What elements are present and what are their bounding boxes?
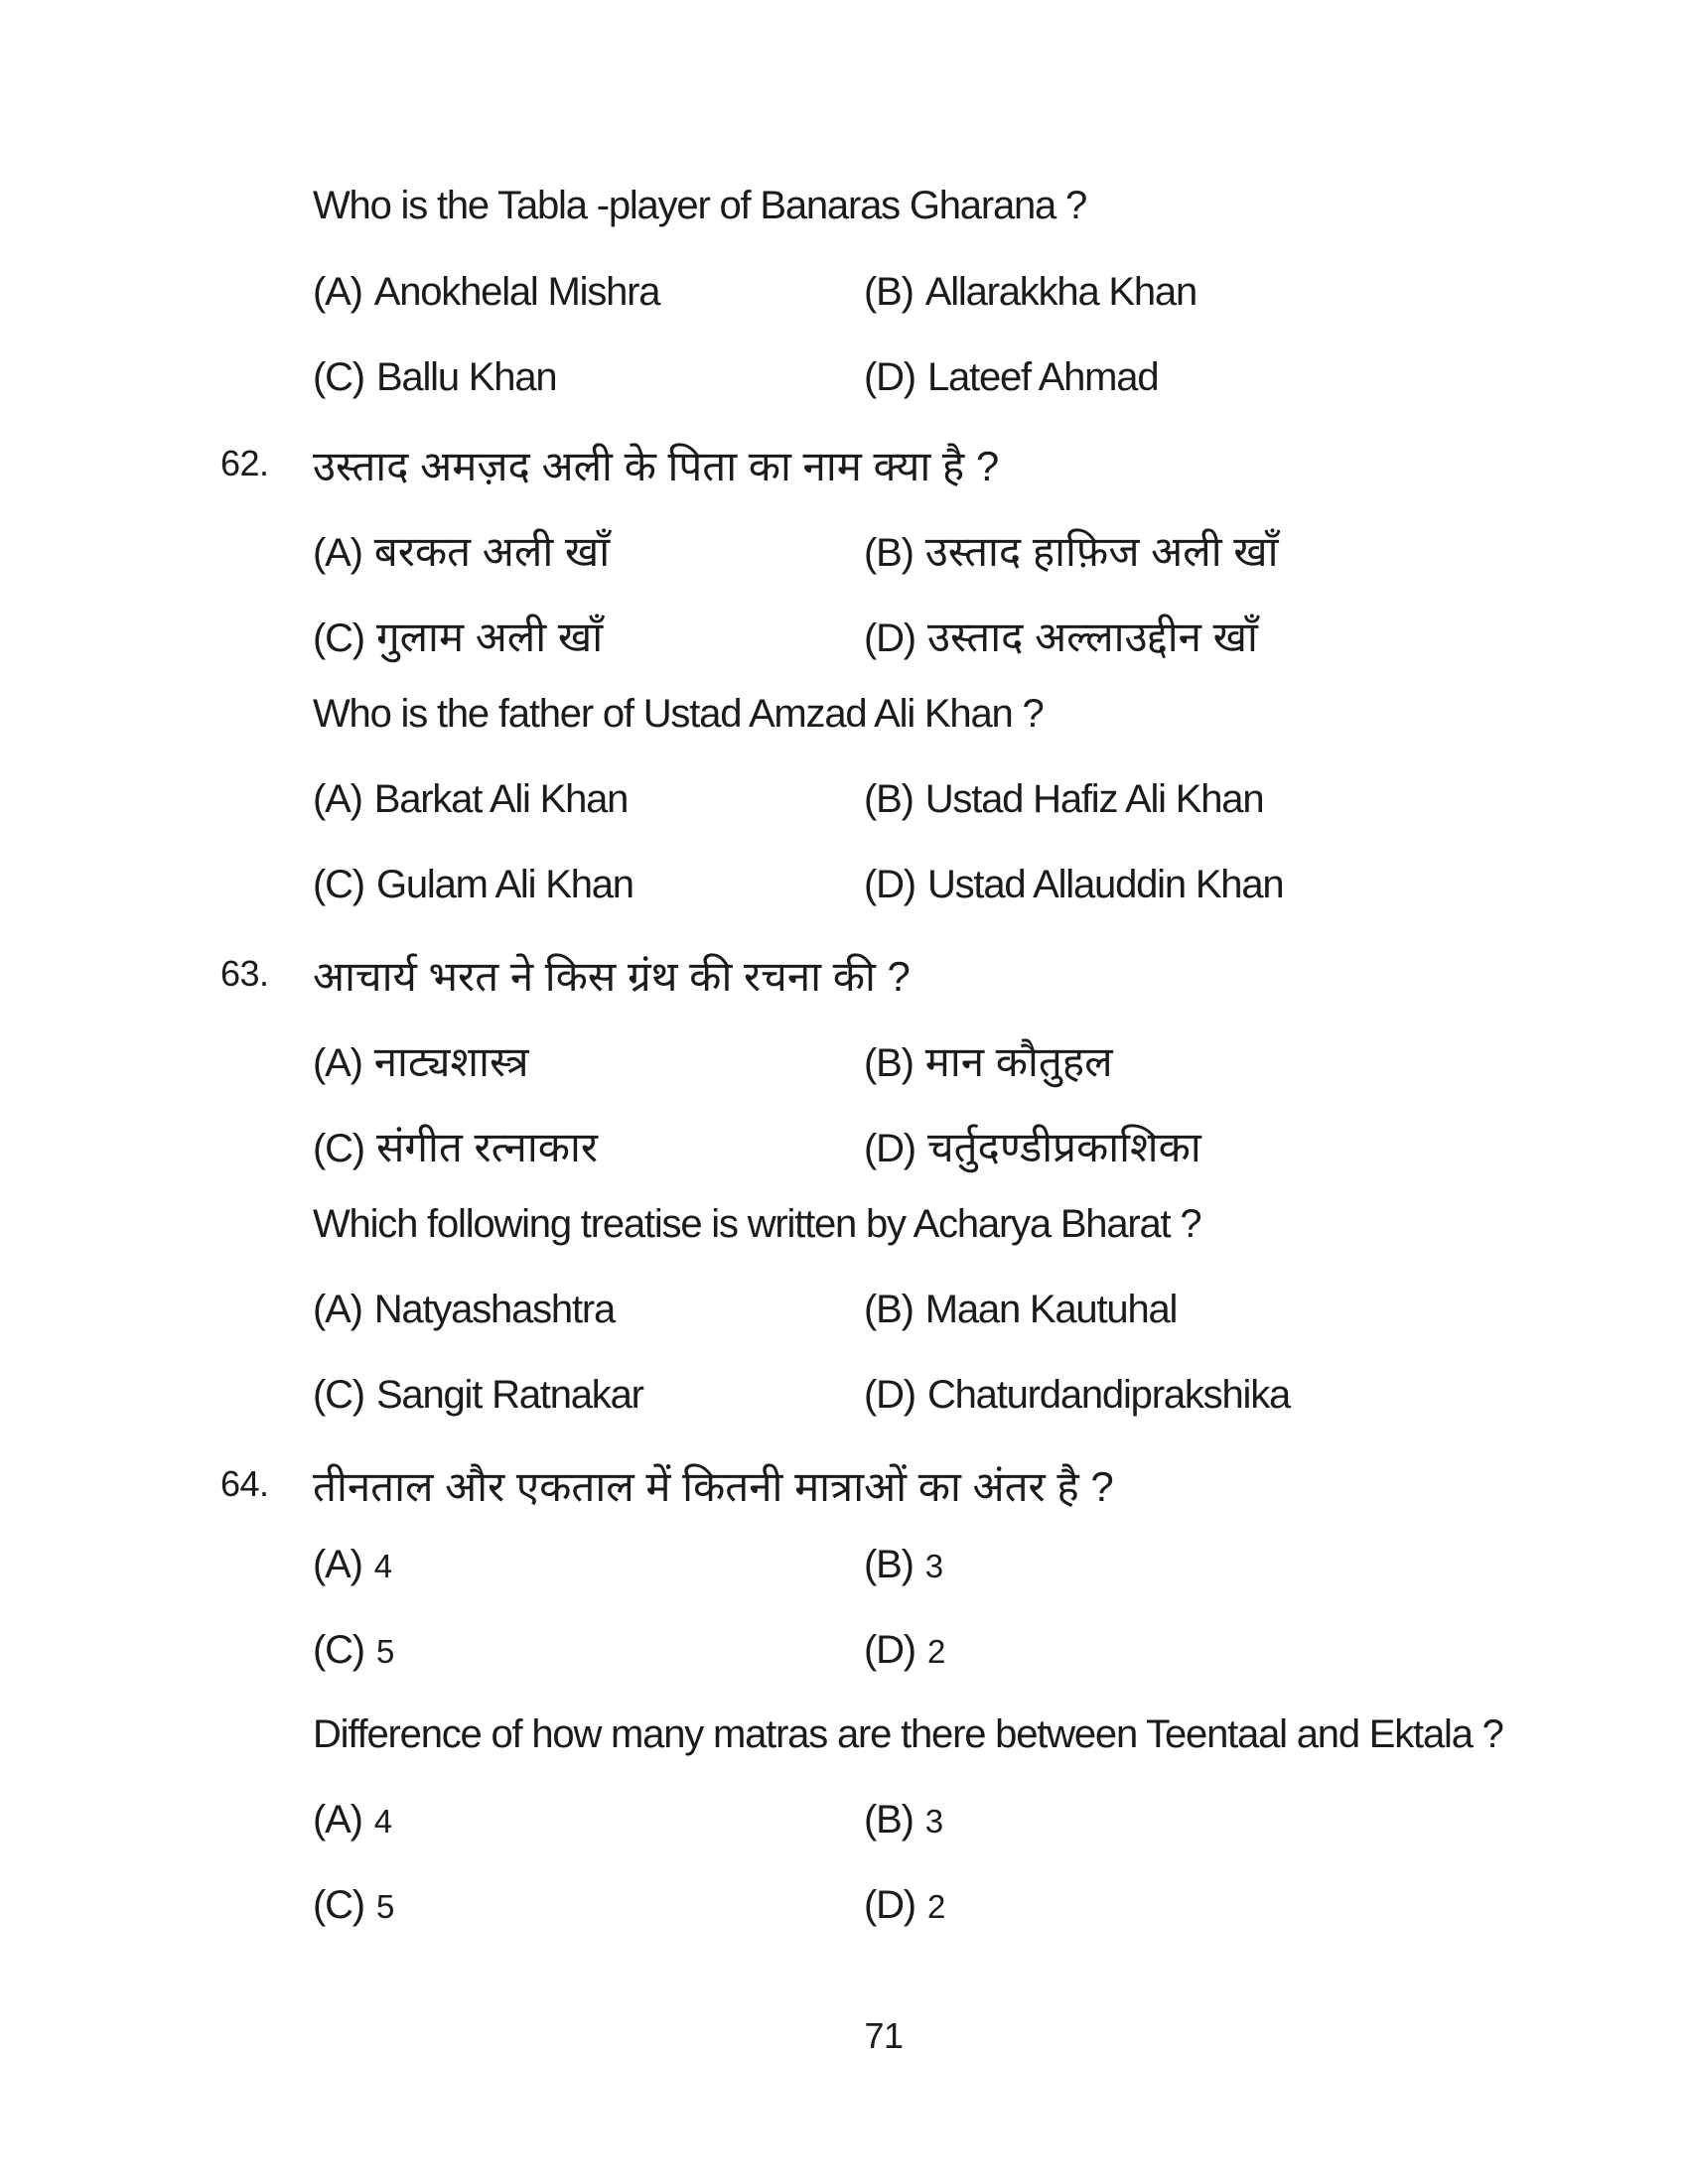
option-d <box>864 1628 945 1673</box>
option-label: (C) <box>313 1373 364 1417</box>
option-text: Natyashashtra <box>373 1288 616 1331</box>
question-number: 64. <box>220 1463 269 1504</box>
option-c <box>313 1628 394 1673</box>
option-text: चर्तुदण्डीप्रकाशिका <box>926 1124 1201 1170</box>
page-number: 71 <box>864 2015 904 2056</box>
options-line <box>0 1288 1688 1347</box>
option-c <box>313 1883 394 1928</box>
options-line <box>0 1543 1688 1602</box>
option-text: Ustad Allauddin Khan <box>926 863 1284 906</box>
option-text: 2 <box>926 1888 946 1925</box>
question-text-hindi: उस्ताद अमज़द अली के पिता का नाम क्या है ? <box>313 443 1000 489</box>
options-line <box>0 1373 1688 1433</box>
question-line <box>0 947 1688 1007</box>
option-text: Lateef Ahmad <box>926 355 1159 399</box>
option-text: Ballu Khan <box>375 355 557 399</box>
option-b <box>864 270 1196 315</box>
question-line <box>0 437 1688 496</box>
question-text: Which following treatise is written by Acharya Bharat ? <box>313 1202 1201 1246</box>
option-c <box>313 355 556 400</box>
option-d <box>864 1883 945 1928</box>
option-a <box>313 1288 615 1332</box>
option-b <box>864 1543 943 1587</box>
option-text: Ustad Hafiz Ali Khan <box>924 777 1264 821</box>
option-b <box>864 1798 943 1843</box>
option-label: (D) <box>864 616 915 660</box>
options-line <box>0 1798 1688 1857</box>
option-text: उस्ताद अल्लाउद्दीन खाँ <box>926 614 1258 660</box>
options-line <box>0 1883 1688 1943</box>
options-line <box>0 1628 1688 1688</box>
option-a <box>313 1032 529 1089</box>
options-line <box>0 1118 1688 1177</box>
options-line <box>0 863 1688 922</box>
option-b <box>864 1288 1177 1332</box>
question-text-hindi: आचार्य भरत ने किस ग्रंथ की रचना की ? <box>313 953 911 1000</box>
option-d <box>864 355 1158 400</box>
option-text: Barkat Ali Khan <box>373 777 629 821</box>
question-number: 62. <box>220 443 269 483</box>
option-text: बरकत अली खाँ <box>373 528 611 575</box>
option-c <box>313 1118 598 1174</box>
options-line <box>0 270 1688 330</box>
option-text: Sangit Ratnakar <box>375 1373 643 1417</box>
question-line <box>0 692 1688 751</box>
option-text: 3 <box>924 1803 944 1840</box>
option-text: 4 <box>373 1548 393 1584</box>
option-label: (C) <box>313 863 364 906</box>
option-text: नाट्यशास्त्र <box>373 1038 529 1085</box>
option-label: (D) <box>864 1127 915 1170</box>
option-b <box>864 522 1279 579</box>
option-text: 5 <box>375 1888 395 1925</box>
question-line <box>0 1202 1688 1262</box>
option-a <box>313 777 628 822</box>
option-a <box>313 522 610 579</box>
question-text: Who is the Tabla -player of Banaras Gharana ? <box>313 184 1087 227</box>
option-label: (D) <box>864 1628 915 1672</box>
options-line <box>0 777 1688 837</box>
question-line <box>0 1712 1688 1772</box>
option-label: (A) <box>313 1798 362 1842</box>
option-label: (C) <box>313 616 364 660</box>
option-label: (B) <box>864 1041 914 1085</box>
option-label: (D) <box>864 863 915 906</box>
option-d <box>864 608 1258 664</box>
option-text: संगीत रत्नाकार <box>375 1124 599 1170</box>
option-label: (A) <box>313 1288 362 1331</box>
option-label: (D) <box>864 1883 915 1927</box>
option-text: मान कौतुहल <box>924 1038 1113 1085</box>
option-label: (B) <box>864 777 914 821</box>
question-number: 63. <box>220 953 269 994</box>
option-text: 2 <box>926 1633 946 1670</box>
option-label: (D) <box>864 355 915 399</box>
option-a <box>313 270 659 315</box>
option-label: (C) <box>313 355 364 399</box>
option-c <box>313 1373 643 1418</box>
option-label: (B) <box>864 1543 914 1586</box>
option-label: (C) <box>313 1127 364 1170</box>
option-c <box>313 608 603 664</box>
option-label: (A) <box>313 1543 362 1586</box>
question-line <box>0 1457 1688 1517</box>
question-line <box>0 184 1688 243</box>
option-text: Maan Kautuhal <box>924 1288 1178 1331</box>
option-label: (B) <box>864 1798 914 1842</box>
options-line <box>0 522 1688 582</box>
option-label: (C) <box>313 1883 364 1927</box>
option-text: Allarakkha Khan <box>924 270 1197 314</box>
option-label: (A) <box>313 777 362 821</box>
question-text: Difference of how many matras are there between Teentaal and Ektala ? <box>313 1712 1503 1756</box>
option-b <box>864 777 1263 822</box>
option-d <box>864 1373 1290 1418</box>
option-label: (B) <box>864 1288 914 1331</box>
option-text: 4 <box>373 1803 393 1840</box>
option-label: (A) <box>313 1041 362 1085</box>
option-text: Chaturdandiprakshika <box>926 1373 1291 1417</box>
option-label: (A) <box>313 531 362 575</box>
options-line <box>0 608 1688 667</box>
option-label: (D) <box>864 1373 915 1417</box>
option-label: (C) <box>313 1628 364 1672</box>
option-label: (B) <box>864 531 914 575</box>
option-text: 5 <box>375 1633 395 1670</box>
option-text: गुलाम अली खाँ <box>375 614 604 660</box>
option-d <box>864 1118 1201 1174</box>
option-label: (B) <box>864 270 914 314</box>
options-line <box>0 355 1688 415</box>
option-text: Gulam Ali Khan <box>375 863 633 906</box>
option-text: उस्ताद हाफ़िज अली खाँ <box>924 528 1279 575</box>
question-text-hindi: तीनताल और एकताल में कितनी मात्राओं का अंतर है ? <box>313 1463 1114 1510</box>
option-text: Anokhelal Mishra <box>373 270 660 314</box>
option-b <box>864 1032 1113 1089</box>
options-line <box>0 1032 1688 1092</box>
option-label: (A) <box>313 270 362 314</box>
option-d <box>864 863 1283 907</box>
option-c <box>313 863 633 907</box>
question-text: Who is the father of Ustad Amzad Ali Khan ? <box>313 692 1044 736</box>
option-text: 3 <box>924 1548 944 1584</box>
option-a <box>313 1543 392 1587</box>
option-a <box>313 1798 392 1843</box>
